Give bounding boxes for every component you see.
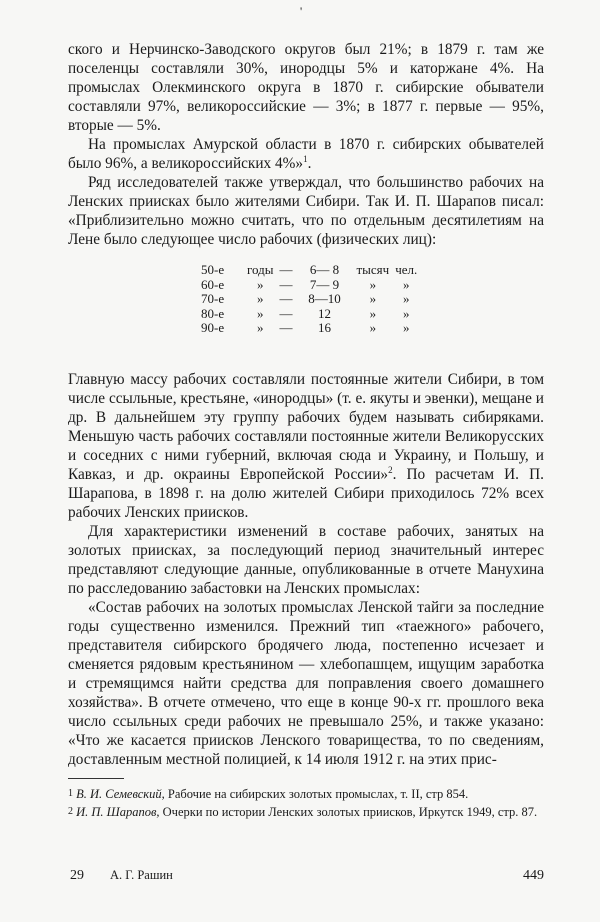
footnote-text: Очерки по истории Ленских золотых приисков, Иркутск 1949, стр. 87. <box>159 805 538 819</box>
decade-cell: 70-е <box>201 291 225 306</box>
footnote-1 <box>68 786 544 802</box>
dash-cell: — <box>279 291 293 306</box>
label-cell: » <box>256 305 264 321</box>
table-row <box>198 307 420 322</box>
decade-cell: 60-е <box>201 276 225 292</box>
footnote-2 <box>68 804 544 820</box>
table-row <box>198 278 420 293</box>
range-cell: 6— 8 <box>309 262 340 277</box>
unit2-cell: » <box>402 320 410 335</box>
page-footer <box>70 868 544 884</box>
paragraph-4-tail: . По расчетам И. П. Шарапова, в 1898 г. на долю жителей Сибири приходилось 72% всех рабочих Ленских приисков. <box>68 465 544 521</box>
paragraph-3: Ряд исследователей также утверждал, что большинство рабочих на Ленских приисках было жителями Сибири. Так И. П. Шарапов писал: «Приблизительно можно считать, что по отдельным десятилетиям на Лене было следующее число рабочих (физических лиц): <box>68 174 544 248</box>
table-row <box>198 263 420 278</box>
unit-cell: » <box>369 305 377 321</box>
footnote-ref-2: 2 <box>388 464 393 475</box>
main-text <box>68 40 544 769</box>
table-row <box>198 292 420 307</box>
footnote-author: В. И. Семевский, <box>76 787 165 801</box>
label-cell: » <box>256 276 264 292</box>
decade-cell: 90-е <box>201 320 225 335</box>
workers-table <box>198 263 420 336</box>
dash-cell: — <box>279 276 293 292</box>
unit2-cell: » <box>402 291 410 306</box>
printer-signature <box>70 868 173 884</box>
unit-cell: » <box>369 320 377 335</box>
paragraph-6: «Состав рабочих на золотых промыслах Ленской тайги за последние годы существенно изменился. Прежний тип «таежного» рабочего, представителя сибирского бродячего люда, постепенно исчезает и сменяется рядовым крестьянином — хлебопашцем, ищущим заработка и стремящимся найти средства для поправления своего домашнего хозяйства». В отчете отмечено, что еще в конце 90-х гг. прошлого века число ссыльных среди рабочих не превышало 25%, и также указано: «Что же касается приисков Ленского товарищества, то по сведениям, доставленным местной полицией, к 14 июля 1912 г. на этих прис- <box>68 598 544 768</box>
label-cell: » <box>256 320 264 335</box>
unit2-cell: » <box>402 305 410 321</box>
paragraph-2: На промыслах Амурской области в 1870 г. сибирских обывателей было 96%, а великороссийских 4%»$^1$. <box>68 136 544 172</box>
decade-cell: 80-е <box>201 305 225 321</box>
paragraph-2-text: На промыслах Амурской области в 1870 г. сибирских обывателей было 96%, а великороссийских 4%» <box>68 136 544 172</box>
dash-cell: — <box>279 262 293 277</box>
unit-cell: тысяч <box>356 262 390 277</box>
footnotes <box>68 786 544 820</box>
unit-cell: » <box>369 276 377 292</box>
dash-cell: — <box>279 320 293 335</box>
range-cell: 8—10 <box>308 291 341 306</box>
footnote-ref-1: 1 <box>303 153 308 164</box>
signature-number: 29 <box>70 868 84 883</box>
range-cell: 12 <box>317 305 331 321</box>
footnote-divider <box>68 778 124 779</box>
footnote-text: Рабочие на сибирских золотых промыслах, т. II, стр 854. <box>164 787 469 801</box>
top-mark: ' <box>300 4 303 18</box>
decade-cell: 50-е <box>201 262 225 277</box>
label-cell: » <box>256 291 264 306</box>
footnote-number: 2 <box>68 806 73 817</box>
label-cell: годы <box>247 262 274 277</box>
footnote-author: И. П. Шарапов, <box>76 805 160 819</box>
footnote-number: 1 <box>68 788 73 799</box>
unit2-cell: чел. <box>395 262 418 277</box>
range-cell: 16 <box>317 320 331 335</box>
paragraph-1: ского и Нерчинско-Заводского округов был 21%; в 1879 г. там же поселенцы составляли 30%, инородцы 5% и каторжане 4%. На промыслах Олекминского округа в 1870 г. сибирские обыватели составляли 97%, великороссийские — 3%; в 1877 г. первые — 95%, вторые — 5%. <box>68 41 544 134</box>
paragraph-4 <box>68 370 544 522</box>
unit-cell: » <box>369 291 377 306</box>
paragraph-4-text: Главную массу рабочих составляли постоянные жители Сибири, в том числе ссыльные, крестьяне, «инородцы» (т. е. якуты и эвенки), мещане и др. В дальнейшем эту группу рабочих будем называть сибиряками. Меньшую часть рабочих составляли постоянные жители Великорусских и соседних с ними губерний, включая сюда и Украину, и Польшу, и Кавказ, и др. окраины Европейской России» <box>68 370 544 483</box>
dash-cell: — <box>279 305 293 321</box>
table-row <box>198 321 420 336</box>
range-cell: 7— 9 <box>309 276 340 292</box>
page-number: 449 <box>523 868 544 883</box>
unit2-cell: » <box>402 276 410 292</box>
paragraph-5: Для характеристики изменений в составе рабочих, занятых на золотых приисках, за последующий период значительный интерес представляют следующие данные, опубликованные в отчете Манухина по расследованию забастовки на Ленских промыслах: <box>68 522 544 597</box>
signature-name: А. Г. Рашин <box>110 868 173 882</box>
